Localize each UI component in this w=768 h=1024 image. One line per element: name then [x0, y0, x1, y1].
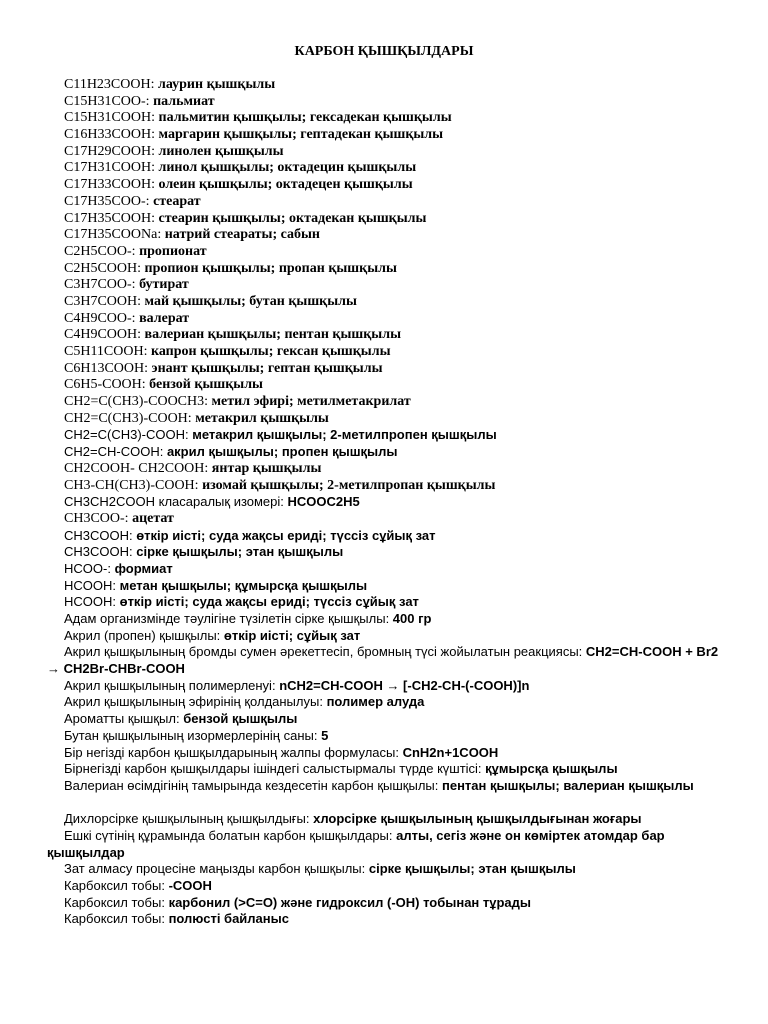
- description: метан қышқылы; құмырсқа қышқылы: [119, 577, 368, 593]
- description: олеин қышқылы; октадецен қышқылы: [158, 177, 413, 193]
- formula: C17H35COONa:: [64, 227, 165, 243]
- description: пальмиат: [153, 93, 215, 109]
- description: CnH2n+1COOH: [402, 744, 499, 760]
- formula: CH3CH2COOH класаралық изомері:: [64, 494, 288, 510]
- formula: C2H5COOH:: [64, 260, 145, 276]
- formula: C16H33COOH:: [64, 127, 159, 143]
- formula: C6H5-COOH:: [64, 377, 150, 393]
- description: nCH2=CH-COOH → [-CH2-CH-(-COOH)]n: [279, 677, 530, 693]
- description: полимер алуда: [326, 694, 425, 710]
- entry-line: [47, 778, 727, 811]
- entry-line: [47, 127, 727, 144]
- description: сірке қышқылы; этан қышқылы: [136, 544, 344, 560]
- formula: C17H31COOH:: [64, 160, 159, 176]
- formula: C6H13COOH:: [64, 360, 152, 376]
- entry-line: [47, 728, 727, 745]
- page-title: КАРБОН ҚЫШҚЫЛДАРЫ: [294, 44, 474, 59]
- entry-line: [47, 277, 727, 294]
- formula: C5H11COOH:: [64, 344, 151, 359]
- entry-line: [47, 878, 727, 895]
- description: 400 гр: [392, 611, 432, 626]
- entry-line: [47, 895, 727, 912]
- entry-line: [47, 511, 727, 528]
- entry-line: [47, 394, 727, 411]
- entry-line: [47, 77, 727, 94]
- description: лаурин қышқылы: [158, 77, 276, 92]
- description: өткір иісті; сұйық зат: [223, 627, 361, 643]
- formula: C4H9COO-:: [64, 310, 140, 326]
- entry-line: [47, 427, 727, 444]
- description: 5: [321, 727, 329, 743]
- entry-line: [47, 311, 727, 328]
- entry-line: [47, 694, 727, 711]
- formula: CH2=C(CH3)-COOH:: [64, 427, 193, 443]
- formula: Акрил қышқылының эфирінің қолданылуы:: [64, 694, 327, 710]
- description: сірке қышқылы; этан қышқылы: [368, 861, 576, 877]
- description: стеарин қышқылы; октадекан қышқылы: [158, 210, 427, 226]
- description: CH2=CH-COOH + Br2 → CH2Br-CHBr-COOH: [47, 644, 719, 677]
- description: метакрил қышқылы: [195, 410, 329, 426]
- formula: C17H29COOH:: [64, 143, 159, 159]
- formula: CH3COOH:: [64, 544, 137, 560]
- entry-line: [47, 745, 727, 762]
- entry-line: [47, 544, 727, 561]
- formula: C11H23COOH:: [64, 77, 158, 92]
- formula: HCOO-:: [64, 560, 115, 576]
- entry-line: [47, 611, 727, 628]
- formula: Адам организмінде тәулігіне түзілетін сірке қышқылы:: [64, 611, 393, 626]
- description: пальмитин қышқылы; гексадекан қышқылы: [158, 110, 452, 126]
- description: -COOH: [168, 878, 212, 894]
- description: алты, сегіз және он көміртек атомдар бар қышқылдар: [47, 827, 665, 860]
- formula: Бутан қышқылының изормерлерінің саны:: [64, 727, 322, 743]
- description: пентан қышқылы; валериан қышқылы: [442, 777, 694, 793]
- formula: C15H31COO-:: [64, 93, 154, 109]
- formula: HCOOH:: [64, 594, 120, 610]
- entry-line: [47, 361, 727, 378]
- description: өткір иісті; суда жақсы ериді; түссіз сұйық зат: [136, 527, 436, 543]
- formula: CH2=C(CH3)-COOH:: [64, 410, 196, 426]
- description: бутират: [139, 277, 189, 293]
- entry-line: [47, 528, 727, 545]
- formula: C17H35COOH:: [64, 210, 159, 226]
- formula: Акрил (пропен) қышқылы:: [64, 627, 224, 643]
- formula: Бірнегізді карбон қышқылдары ішіндегі салыстырмалы түрде күштісі:: [64, 761, 486, 777]
- formula: C3H7COOH:: [64, 293, 145, 309]
- entry-line: [47, 327, 727, 344]
- description: акрил қышқылы; пропен қышқылы: [166, 444, 398, 460]
- entry-line: [47, 494, 727, 511]
- entry-line: [47, 578, 727, 595]
- description: валерат: [139, 310, 190, 326]
- entries-list: [47, 77, 727, 928]
- description: HCOOC2H5: [287, 494, 360, 510]
- formula: Ароматты қышқыл:: [64, 711, 184, 727]
- formula: C17H35COO-:: [64, 193, 154, 209]
- formula: Зат алмасу процесіне маңызды карбон қышқылы:: [64, 861, 369, 877]
- description: өткір иісті; суда жақсы ериді; түссіз сұйық зат: [119, 594, 419, 610]
- description: пропион қышқылы; пропан қышқылы: [144, 260, 397, 276]
- entry-line: [47, 160, 727, 177]
- formula: CH2=CH-COOH:: [64, 444, 167, 460]
- description: пропионат: [139, 243, 207, 259]
- description: полюсті байланыс: [168, 911, 289, 927]
- formula: CH2=C(CH3)-COOCH3:: [64, 394, 212, 410]
- description: маргарин қышқылы; гептадекан қышқылы: [158, 127, 444, 143]
- entry-line: [47, 411, 727, 428]
- description: ацетат: [132, 510, 174, 526]
- entry-line: [47, 244, 727, 261]
- formula: Карбоксил тобы:: [64, 894, 169, 910]
- entry-line: [47, 227, 727, 244]
- entry-line: [47, 344, 727, 361]
- formula: CH3-CH(CH3)-COOH:: [64, 477, 203, 493]
- formula: HCOOH:: [64, 577, 120, 593]
- entry-line: [47, 211, 727, 228]
- entry-line: [47, 561, 727, 578]
- description: линолен қышқылы: [158, 143, 284, 159]
- description: карбонил (>C=O) және гидроксил (-OH) тобынан тұрады: [168, 894, 532, 910]
- description: энант қышқылы; гептан қышқылы: [151, 360, 383, 376]
- entry-line: [47, 110, 727, 127]
- formula: Акрил қышқылының бромды сумен әрекеттесіп, бромның түсі жойылатын реакциясы:: [64, 644, 586, 660]
- formula: C2H5COO-:: [64, 243, 140, 259]
- formula: C17H33COOH:: [64, 177, 159, 193]
- description: метакрил қышқылы; 2-метилпропен қышқылы: [192, 427, 497, 443]
- description: стеарат: [153, 193, 201, 209]
- description: бензой қышқылы: [183, 711, 298, 727]
- formula: Бір негізді карбон қышқылдарының жалпы формуласы:: [64, 744, 403, 760]
- entry-line: [47, 461, 727, 478]
- formula: CH2COOH- CH2COOH:: [64, 460, 212, 476]
- entry-line: [47, 261, 727, 278]
- description: натрий стеараты; сабын: [164, 227, 320, 243]
- entry-line: [47, 377, 727, 394]
- entry-line: [47, 177, 727, 194]
- entry-line: [47, 444, 727, 461]
- description: метил эфирі; метилметакрилат: [211, 394, 411, 410]
- entry-line: [47, 644, 727, 677]
- entry-line: [47, 194, 727, 211]
- entry-line: [47, 594, 727, 611]
- formula: CH3COOH:: [64, 527, 137, 543]
- description: капрон қышқылы; гексан қышқылы: [151, 344, 391, 359]
- formula: Валериан өсімдігінің тамырында кездесетін карбон қышқылы:: [64, 777, 442, 793]
- entry-line: [47, 911, 727, 928]
- description: валериан қышқылы; пентан қышқылы: [144, 327, 402, 343]
- entry-line: [47, 144, 727, 161]
- formula: Акрил қышқылының полимерленуі:: [64, 677, 280, 693]
- description: линол қышқылы; октадецин қышқылы: [158, 160, 417, 176]
- description: құмырсқа қышқылы: [485, 761, 618, 777]
- description: формиат: [114, 560, 173, 576]
- formula: C3H7COO-:: [64, 277, 140, 293]
- description: янтар қышқылы: [211, 460, 322, 476]
- entry-line: [47, 828, 727, 861]
- entry-line: [47, 761, 727, 778]
- entry-line: [47, 478, 727, 495]
- entry-line: [47, 678, 727, 695]
- description: хлорсірке қышқылының қышқылдығынан жоғары: [313, 811, 642, 827]
- formula: CH3COO-:: [64, 510, 133, 526]
- entry-line: [47, 294, 727, 311]
- entry-line: [47, 628, 727, 645]
- formula: C4H9COOH:: [64, 327, 145, 343]
- entry-line: [47, 861, 727, 878]
- formula: Карбоксил тобы:: [64, 878, 169, 894]
- description: май қышқылы; бутан қышқылы: [144, 293, 357, 309]
- entry-line: [47, 811, 727, 828]
- entry-line: [47, 94, 727, 111]
- formula: Карбоксил тобы:: [64, 911, 169, 927]
- description: изомай қышқылы; 2-метилпропан қышқылы: [202, 477, 496, 493]
- description: бензой қышқылы: [149, 377, 263, 393]
- formula: Дихлорсірке қышқылының қышқылдығы:: [64, 811, 314, 827]
- formula: Ешкі сүтінің құрамында болатын карбон қышқылдары:: [64, 827, 397, 843]
- entry-line: [47, 711, 727, 728]
- formula: C15H31COOH:: [64, 110, 159, 126]
